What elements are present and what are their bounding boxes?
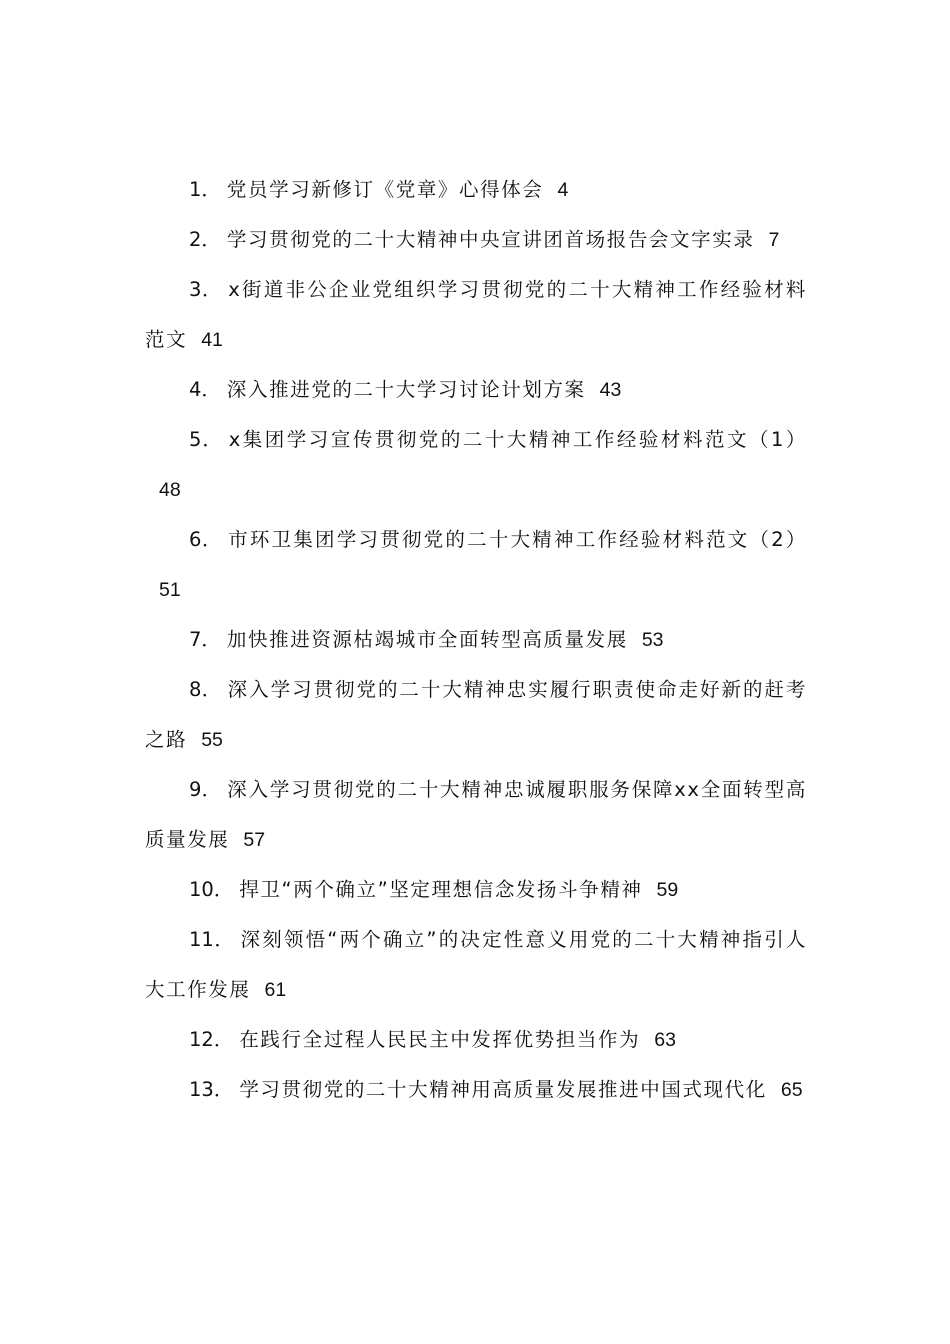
- toc-entry-number: 11．: [189, 928, 235, 951]
- toc-entry-page: 48: [159, 479, 181, 501]
- toc-entry-title: 市环卫集团学习贯彻党的二十大精神工作经验材料范文（2）: [228, 528, 807, 551]
- toc-entry-title: 在践行全过程人民民主中发挥优势担当作为: [239, 1028, 641, 1051]
- toc-entry-page: 55: [201, 729, 223, 751]
- toc-entry-title: 深刻领悟“两个确立”的决定性意义用党的二十大精神指引人大工作发展: [145, 928, 807, 1001]
- table-of-contents: [145, 165, 807, 1115]
- toc-entry[interactable]: [145, 265, 807, 365]
- toc-entry-number: 5．: [189, 428, 223, 451]
- toc-entry-page: 7: [768, 229, 780, 251]
- toc-entry-title: 深入推进党的二十大学习讨论计划方案: [226, 378, 586, 401]
- toc-entry-number: 10．: [189, 878, 234, 901]
- toc-entry-title: 深入学习贯彻党的二十大精神忠实履行职责使命走好新的赶考之路: [145, 678, 807, 751]
- toc-entry-title: 学习贯彻党的二十大精神中央宣讲团首场报告会文字实录: [226, 228, 755, 251]
- toc-entry[interactable]: [145, 215, 807, 265]
- toc-entry-number: 1．: [189, 178, 221, 201]
- toc-entry-page: 57: [243, 829, 266, 851]
- toc-entry-page: 63: [654, 1029, 676, 1051]
- toc-entry[interactable]: [145, 615, 807, 665]
- toc-entry[interactable]: [145, 915, 807, 1015]
- toc-entry-number: 3．: [189, 278, 223, 301]
- toc-entry-title: 党员学习新修订《党章》心得体会: [226, 178, 544, 201]
- toc-entry[interactable]: [145, 1015, 807, 1065]
- toc-entry-title: 深入学习贯彻党的二十大精神忠诚履职服务保障xx全面转型高质量发展: [145, 778, 807, 851]
- toc-entry-number: 7．: [189, 628, 221, 651]
- toc-entry-page: 41: [201, 329, 223, 351]
- toc-entry-number: 4．: [189, 378, 221, 401]
- toc-entry-page: 51: [159, 579, 181, 601]
- toc-entry-number: 8．: [189, 678, 222, 701]
- toc-entry-page: 53: [641, 629, 664, 651]
- toc-entry-title: x集团学习宣传贯彻党的二十大精神工作经验材料范文（1）: [228, 428, 807, 451]
- toc-entry-page: 4: [557, 179, 569, 201]
- toc-entry-title: 学习贯彻党的二十大精神用高质量发展推进中国式现代化: [239, 1078, 767, 1101]
- toc-entry[interactable]: [145, 165, 807, 215]
- toc-entry-page: 59: [656, 879, 679, 901]
- toc-entry-number: 2．: [189, 228, 221, 251]
- toc-entry-title: x街道非公企业党组织学习贯彻党的二十大精神工作经验材料范文: [145, 278, 807, 351]
- toc-entry-number: 12．: [189, 1028, 234, 1051]
- toc-entry[interactable]: [145, 665, 807, 765]
- toc-entry-page: 61: [264, 979, 287, 1001]
- toc-entry[interactable]: [145, 415, 807, 515]
- toc-entry-page: 43: [599, 379, 622, 401]
- toc-entry-number: 9．: [189, 778, 222, 801]
- toc-entry-title: 加快推进资源枯竭城市全面转型高质量发展: [226, 628, 628, 651]
- toc-entry[interactable]: [145, 365, 807, 415]
- toc-entry-number: 6．: [189, 528, 223, 551]
- toc-entry[interactable]: [145, 515, 807, 615]
- toc-entry-title: 捍卫“两个确立”坚定理想信念发扬斗争精神: [239, 878, 643, 901]
- toc-entry-page: 65: [780, 1079, 803, 1101]
- toc-entry[interactable]: [145, 865, 807, 915]
- toc-entry[interactable]: [145, 765, 807, 865]
- toc-entry-number: 13．: [189, 1078, 234, 1101]
- toc-entry[interactable]: [145, 1065, 807, 1115]
